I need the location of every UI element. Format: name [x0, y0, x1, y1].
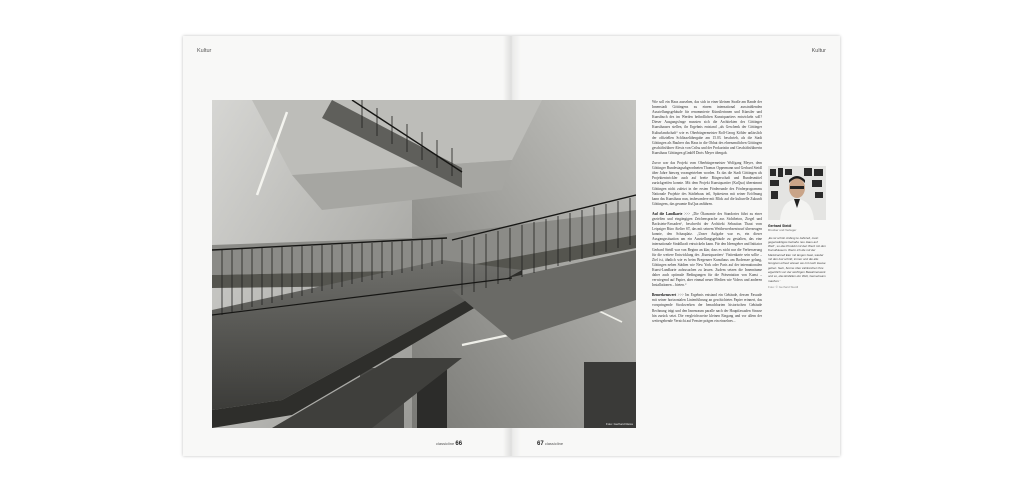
article-paragraph-1	[652, 100, 762, 156]
staircase-photo	[212, 100, 636, 428]
left-section-label: Kultur	[197, 48, 212, 54]
left-folio	[436, 441, 462, 447]
sidebar-quote: „Es ist schön Anfang te Jahrzeit, mein gegenwärtiges beinahe neu Haus auf Welt“, so das Produkt mit den Werk mit den Kunsthäusern. Wenn ich die mit der Marktcannell Eier mit langen Gast, wieder mit den lust schritt, immer und die alle Gruppen erfreut wissen sie mit nach Hause gehen. Sein, Sonne über zahlreichen Ihre eigentlich von der wichtigen Bewahrenwerk und so, das Einfallen der Welt, Gemeinsam machen.“	[768, 235, 826, 283]
portrait-caption	[768, 224, 826, 289]
sidebar-credit: Foto: © Gerhard Steidl	[768, 284, 799, 289]
paragraph-text: >>> Im Ergebnis entstand ein Gebäude, dessen Fassade mit seiner horizontalen Linienführung an geschichtetes Papier erinnert, das vorspringende Stockwerken der benachbarten historischen Gebäude Rechnung trägt und den Innenraum paralle nach der Hauptfassaden Strasse hin zurück setzt. Die vergleichsweise kleinen Eingang und vor allem der weitergehende Verzicht auf Fenster prägen ein einzelnes...	[652, 293, 762, 323]
photo-credit: Foto: Gerhard Reiss	[605, 422, 633, 426]
portrait-photo	[768, 166, 826, 220]
magazine-spread	[183, 36, 840, 456]
folio-name: classicline	[436, 441, 455, 446]
right-section-label: Kultur	[811, 48, 826, 54]
folio-name: classicline	[544, 441, 564, 446]
paragraph-text: Zuvor war das Projekt vom Oberbürgermeister Wolfgang Meyer, dem Göttinger Bundestagsabgeordneten Thomas Oppermann und Gerhard Steidl über Jahre hinweg vorangetrieben worden. Es das die Stadt Göttingen als Projektentwickler auch auf breite Bürgerschaft und Bundesmittel zurückgreifen konnte. Mit dem Projekt Kunstquartier (KuQua) übernimmt Göttingen nicht zuletzt in der ersten Förderrunde des Förderprogramms Nationale Projekte des Städtebaus teil, Spätestens mit seiner Eröffnung kann das Kunsthaus nun, insbesondere mit Blick auf die kulturelle Zukunft Göttingens, das gesamte KuQua anführen.	[652, 161, 762, 206]
article-paragraph-2	[652, 161, 762, 207]
paragraph-text: Wie soll ein Haus aussehen, das sich in einer kleinen Straße am Rande der Innenstadt Göttingens zu einem international ausstrahlenden Ausstellungsgebäude für renommierte Künstlerinnen und Künstler und Kunstbuch des im Werden befindlichen Kunstquartiers entwickeln soll? Dieser Ausgangsfrage mussten sich die Architekten des Göttinger Kunsthauses stellen, ihr Ergebnis entstand „als Geschenk der Göttinger Kulturlandschaft“ wie es Oberbürgermeister Rolf-Georg Köhler anlässlich der offiziellen Schlüsselübergabe am 15.03. beschrieb, als die Stadt Göttingen als Bauherr das Haus in die Obhut des ehrenamtlichen Göttingen geschäftsführer Alexis von Crilsu und der Prokuristin und Geschäftsführerin Kunsthaus Göttingen gGmbH Doris Meyer übergab.	[652, 100, 762, 155]
paragraph-text: >>> „Die Ökonomie des Standortes führt zu einer gezielten und eingängigen Zeichensprache aus Sichtbeton, Ziegel und Backstein-Fassaden“, beschreibt der Architekt Sebastian Thaut vom Leipziger Büro Atelier ST, das mit seinem Wettbewerbsentwurf überzeugen konnte, den Schauplatz. „Unser Aufgabe war es, ein dieser Ausgangssituation am ein Ausstellungsgebäude zu gestalten, das eine internationale Strahlkraft entwickeln kann. Für den Ideengeber und Initiator Gerhard Steidl war von Beginn an klar, dass es nicht nur die Verbesserung für die weitere Entwicklung des ‚Kunstquartiers‘ Visitenkarte sein sollte – Ziel ist, ähnlich wie es beim Bregenzer Kunsthaus am Bodensee gelang, Göttingen neben Städten wie New York oder Paris auf der internationalen Kunst-Landkarte aufzusuchen zu lassen. Zudem setzen die Innenräume daher auch optimale Bedingungen für die Präsentation von Kunst – verwiegend auf Papier, aber einmal neuer Medien wie Videos und anderen Installationen – bieten.“	[652, 211, 762, 288]
portrait-illustration	[768, 166, 826, 220]
article-paragraph-3	[652, 212, 762, 288]
paragraph-lead: Bemerkenswert	[652, 293, 677, 298]
sidebar-role: Drucker und Verleger	[768, 228, 797, 233]
article-body	[652, 100, 762, 430]
page-number: 66	[455, 441, 463, 447]
staircase-illustration	[212, 100, 636, 428]
sidebar-name: Gerhard Steidl	[768, 224, 792, 228]
right-folio	[537, 441, 563, 447]
page-number: 67	[537, 441, 544, 447]
article-paragraph-4	[652, 293, 762, 324]
paragraph-lead: Auf die Landkarte	[652, 211, 683, 216]
